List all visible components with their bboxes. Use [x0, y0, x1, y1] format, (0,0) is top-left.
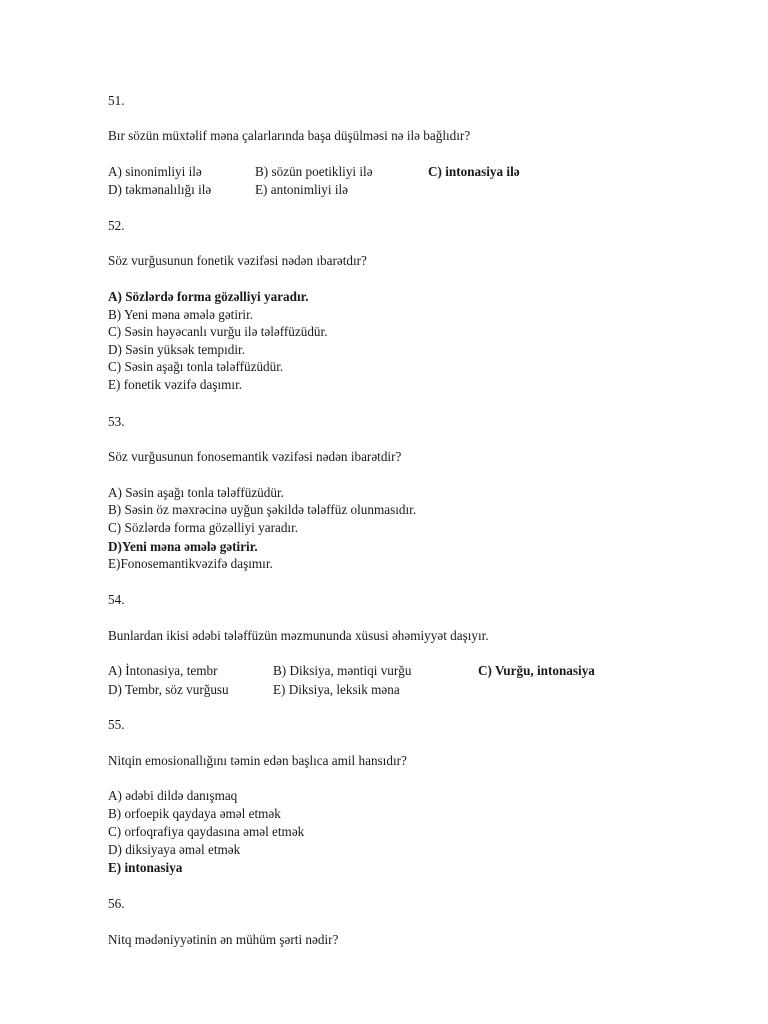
option: C) Sözlərdə forma gözəlliyi yaradır. — [108, 520, 299, 535]
option: B) Səsin öz məxrəcinə uyğun şəkildə tələffüz olunmasıdır. — [108, 502, 417, 517]
option: D) Tembr, söz vurğusu — [108, 682, 229, 697]
question-text: Bunlardan ikisi ədəbi tələffüzün məzmununda xüsusi əhəmiyyət daşıyır. — [108, 628, 489, 643]
correct-option: D)Yeni məna əmələ gətirir. — [108, 539, 258, 554]
option-row — [108, 662, 668, 679]
question-number: 53. — [108, 414, 125, 429]
question-text: Bır sözün müxtəlif məna çalarlarında başa düşülməsi nə ilə bağlıdır? — [108, 128, 471, 143]
option: C) Səsin həyəcanlı vurğu ilə tələffüzüdür. — [108, 324, 328, 339]
option: D) diksiyaya əməl etmək — [108, 842, 241, 857]
question-text: Söz vurğusunun fonosemantik vəzifəsi nədən ibarətdir? — [108, 449, 402, 464]
option: B) sözün poetikliyi ilə — [255, 164, 373, 179]
option: A) Səsin aşağı tonla tələffüzüdür. — [108, 485, 284, 500]
correct-option: A) Sözlərdə forma gözəlliyi yaradır. — [108, 289, 309, 304]
question-number: 56. — [108, 896, 125, 911]
option: A) sinonimliyi ilə — [108, 164, 202, 179]
question-number: 51. — [108, 93, 125, 108]
correct-option: E) intonasiya — [108, 860, 183, 875]
option: B) orfoepik qaydaya əməl etmək — [108, 806, 281, 821]
option: E) antonimliyi ilə — [255, 182, 349, 197]
question-text: Söz vurğusunun fonetik vəzifəsi nədən ıbarətdır? — [108, 253, 367, 268]
option: B) Diksiya, məntiqi vurğu — [273, 663, 412, 678]
option: E) Diksiya, leksik məna — [273, 682, 400, 697]
option-row — [108, 181, 668, 198]
option-row — [108, 163, 668, 180]
option: D) təkmənalılığı ilə — [108, 182, 212, 197]
correct-option: C) Vurğu, intonasiya — [478, 663, 595, 678]
option-row — [108, 681, 668, 698]
option: D) Səsin yüksək tempıdir. — [108, 342, 245, 357]
option: C) Səsin aşağı tonla tələffüzüdür. — [108, 359, 284, 374]
option: B) Yeni məna əmələ gətirir. — [108, 307, 254, 322]
question-number: 55. — [108, 717, 125, 732]
option: A) İntonasiya, tembr — [108, 663, 218, 678]
question-text: Nitqin emosionallığını təmin edən başlıca amil hansıdır? — [108, 753, 407, 768]
option: E)Fonosemantikvəzifə daşımır. — [108, 556, 273, 571]
option: E) fonetik vəzifə daşımır. — [108, 377, 243, 392]
question-number: 54. — [108, 592, 125, 607]
question-text: Nitq mədəniyyətinin ən mühüm şərti nədir? — [108, 932, 339, 947]
correct-option: C) intonasiya ilə — [428, 164, 520, 179]
option: A) ədəbi dildə danışmaq — [108, 788, 238, 803]
question-number: 52. — [108, 218, 125, 233]
option: C) orfoqrafiya qaydasına əməl etmək — [108, 824, 305, 839]
